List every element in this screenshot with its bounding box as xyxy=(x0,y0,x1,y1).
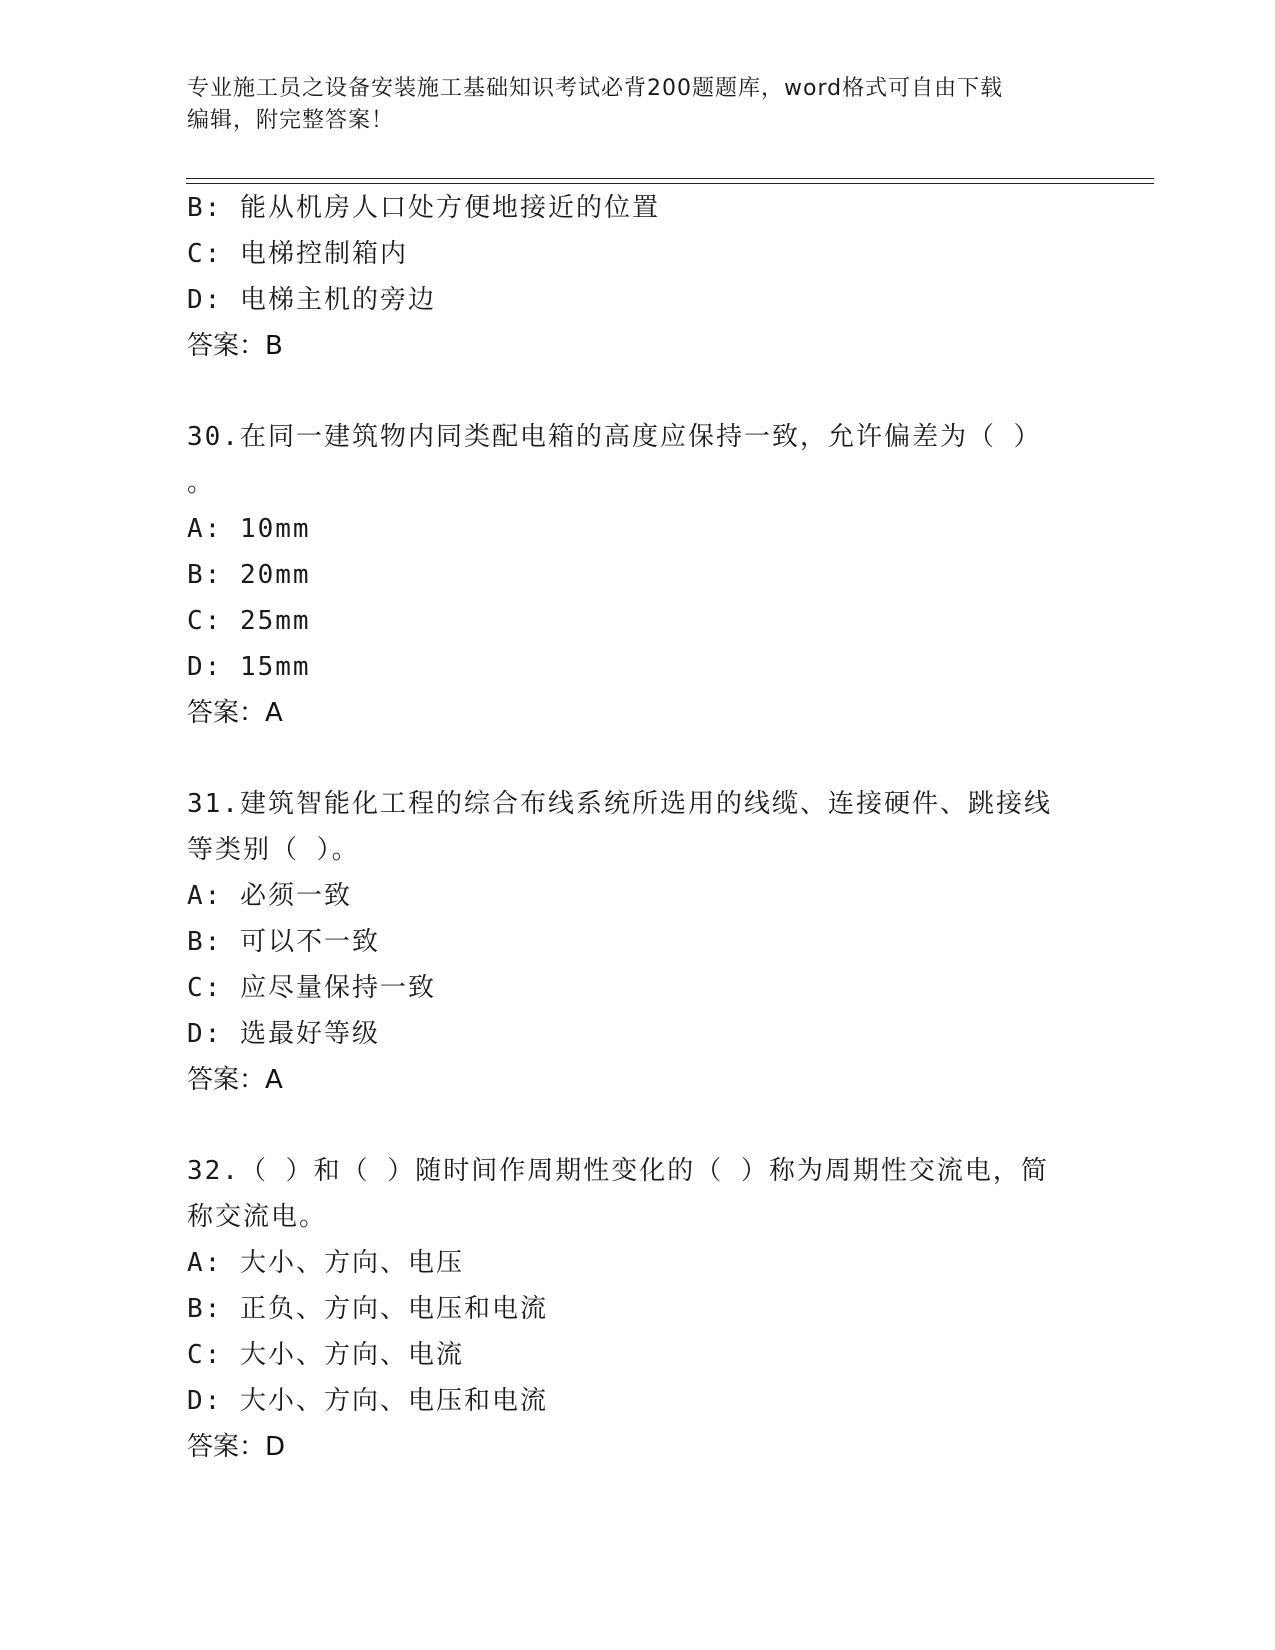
question-text-line-1: 31.建筑智能化工程的综合布线系统所选用的线缆、连接硬件、跳接线 xyxy=(187,789,1052,819)
document-body xyxy=(187,185,1087,1470)
question-29-tail xyxy=(187,185,1087,369)
answer: 答案：B xyxy=(187,331,283,361)
option-c: C: 电梯控制箱内 xyxy=(187,239,408,269)
option-a: A: 10mm xyxy=(187,514,311,544)
option-b: B: 可以不一致 xyxy=(187,927,380,957)
option-b: B: 正负、方向、电压和电流 xyxy=(187,1294,548,1324)
option-d: D: 选最好等级 xyxy=(187,1019,380,1049)
option-a: A: 大小、方向、电压 xyxy=(187,1248,464,1278)
question-31 xyxy=(187,781,1087,1103)
question-text-line-2: 称交流电。 xyxy=(187,1202,328,1232)
option-c: C: 大小、方向、电流 xyxy=(187,1340,464,1370)
option-a: A: 必须一致 xyxy=(187,881,352,911)
answer: 答案：A xyxy=(187,1065,283,1095)
option-c: C: 应尽量保持一致 xyxy=(187,973,436,1003)
header-rule-bottom xyxy=(186,183,1154,184)
question-30 xyxy=(187,414,1087,736)
option-c: C: 25mm xyxy=(187,606,311,636)
answer: 答案：A xyxy=(187,698,283,728)
header-rule-top xyxy=(186,178,1154,179)
question-text-line-1: 32.（ ）和（ ）随时间作周期性变化的（ ）称为周期性交流电，简 xyxy=(187,1156,1049,1186)
question-text-line-2: 。 xyxy=(187,468,216,498)
option-b: B: 能从机房人口处方便地接近的位置 xyxy=(187,193,660,223)
header-line-2: 编辑，附完整答案！ xyxy=(187,108,395,133)
option-d: D: 15mm xyxy=(187,652,311,682)
option-b: B: 20mm xyxy=(187,560,311,590)
option-d: D: 电梯主机的旁边 xyxy=(187,285,436,315)
option-d: D: 大小、方向、电压和电流 xyxy=(187,1386,548,1416)
question-text-line-2: 等类别（ ）。 xyxy=(187,835,360,865)
question-32 xyxy=(187,1148,1087,1470)
answer: 答案：D xyxy=(187,1432,286,1462)
header-line-1: 专业施工员之设备安装施工基础知识考试必背200题题库，word格式可自由下载 xyxy=(187,76,1004,101)
question-text-line-1: 30.在同一建筑物内同类配电箱的高度应保持一致，允许偏差为（ ） xyxy=(187,422,1042,452)
document-header xyxy=(187,73,1077,137)
